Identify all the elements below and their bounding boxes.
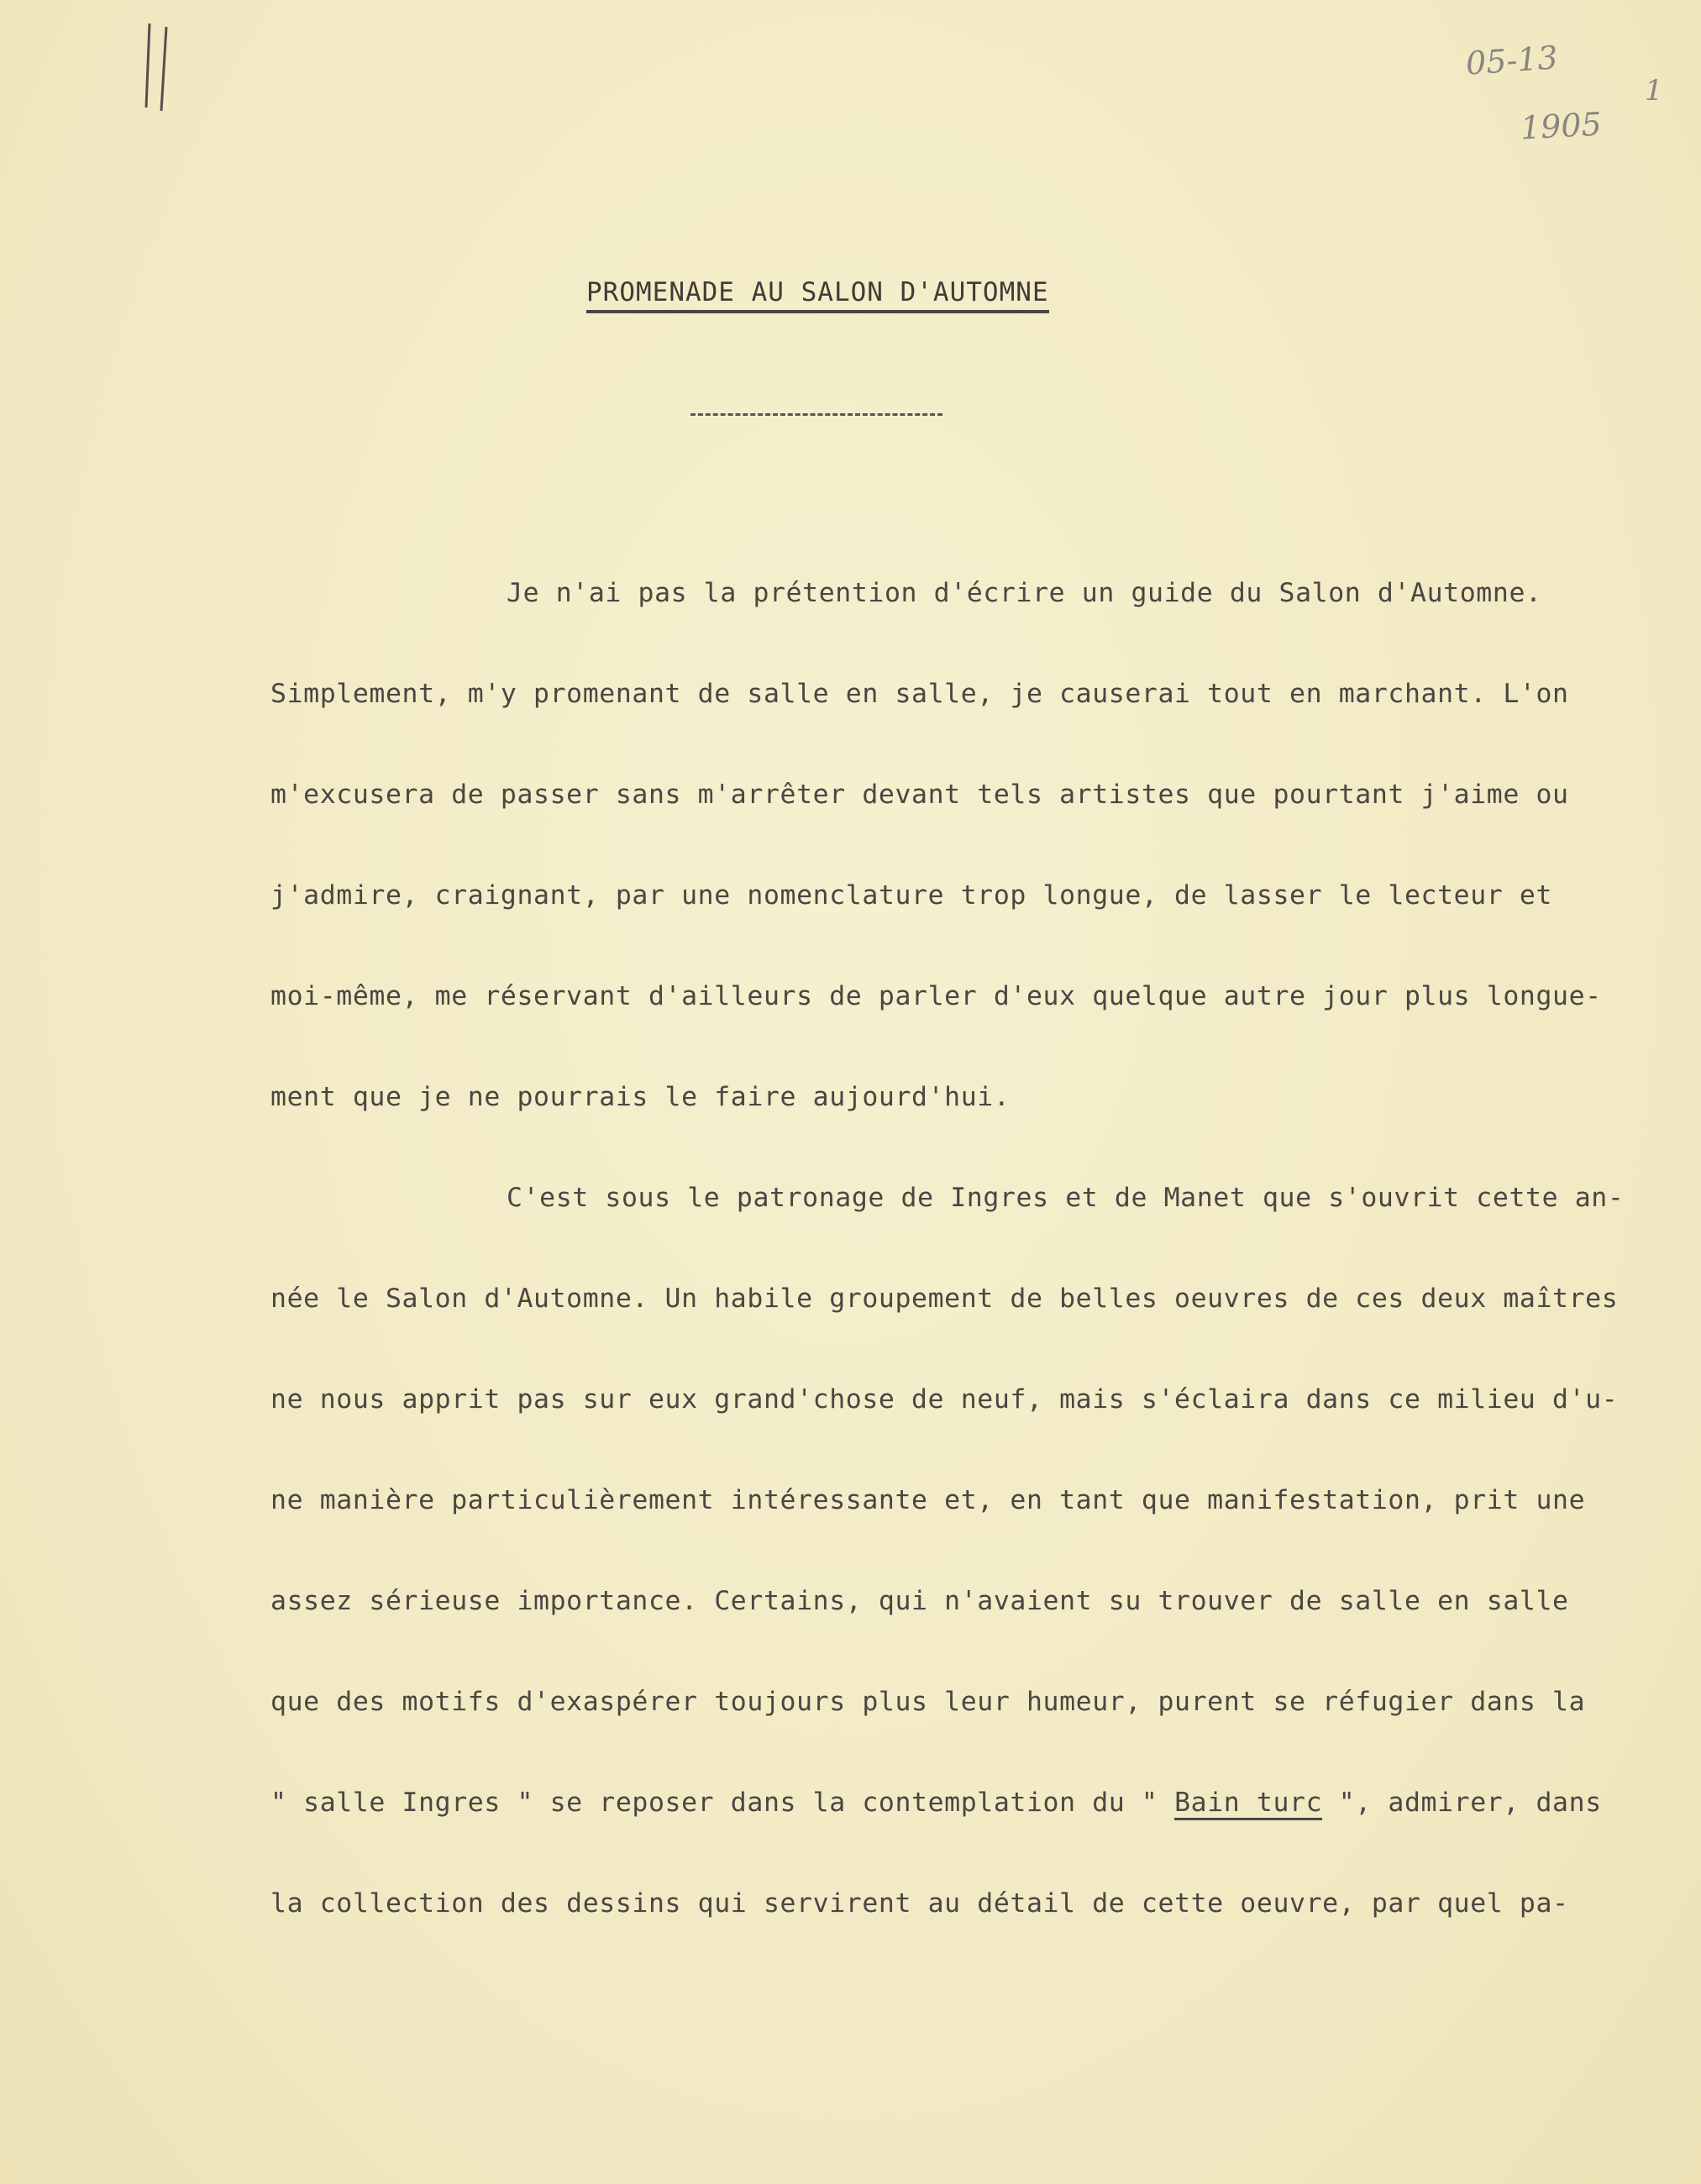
text-line <box>270 1788 1602 1818</box>
handwritten-date-note: 05-13 <box>1464 39 1559 82</box>
margin-pencil-marks <box>141 17 175 118</box>
title-separator <box>690 413 942 416</box>
text-line: ment que je ne pourrais le faire aujourd'hui. <box>270 1082 1011 1112</box>
text-line: née le Salon d'Automne. Un habile groupement de belles oeuvres de ces deux maîtres <box>270 1284 1619 1314</box>
underlined-artwork-title: Bain turc <box>1174 1788 1322 1820</box>
handwritten-page-number: 1 <box>1645 74 1663 108</box>
text-line: ne nous apprit pas sur eux grand'chose de neuf, mais s'éclaira dans ce milieu d'u- <box>270 1384 1619 1415</box>
document-title: PROMENADE AU SALON D'AUTOMNE <box>586 277 1049 313</box>
handwritten-year-note: 1905 <box>1519 105 1603 147</box>
text-line: moi-même, me réservant d'ailleurs de parler d'eux quelque autre jour plus longue- <box>270 981 1602 1011</box>
text-segment: " salle Ingres " se reposer dans la contemplation du " <box>270 1788 1175 1818</box>
text-line: m'excusera de passer sans m'arrêter devant tels artistes que pourtant j'aime ou <box>270 780 1569 810</box>
text-line: Simplement, m'y promenant de salle en salle, je causerai tout en marchant. L'on <box>270 679 1569 709</box>
text-segment: ", admirer, dans <box>1322 1788 1602 1818</box>
text-line: Je n'ai pas la prétention d'écrire un guide du Salon d'Automne. <box>507 578 1542 608</box>
text-line: que des motifs d'exaspérer toujours plus leur humeur, purent se réfugier dans la <box>270 1687 1586 1717</box>
text-line: ne manière particulièrement intéressante et, en tant que manifestation, prit une <box>270 1485 1586 1515</box>
text-line: la collection des dessins qui servirent au détail de cette oeuvre, par quel pa- <box>270 1888 1569 1919</box>
text-line: j'admire, craignant, par une nomenclature trop longue, de lasser le lecteur et <box>270 880 1553 911</box>
text-line: C'est sous le patronage de Ingres et de Manet que s'ouvrit cette an- <box>507 1183 1625 1213</box>
text-line: assez sérieuse importance. Certains, qui n'avaient su trouver de salle en salle <box>270 1586 1569 1616</box>
